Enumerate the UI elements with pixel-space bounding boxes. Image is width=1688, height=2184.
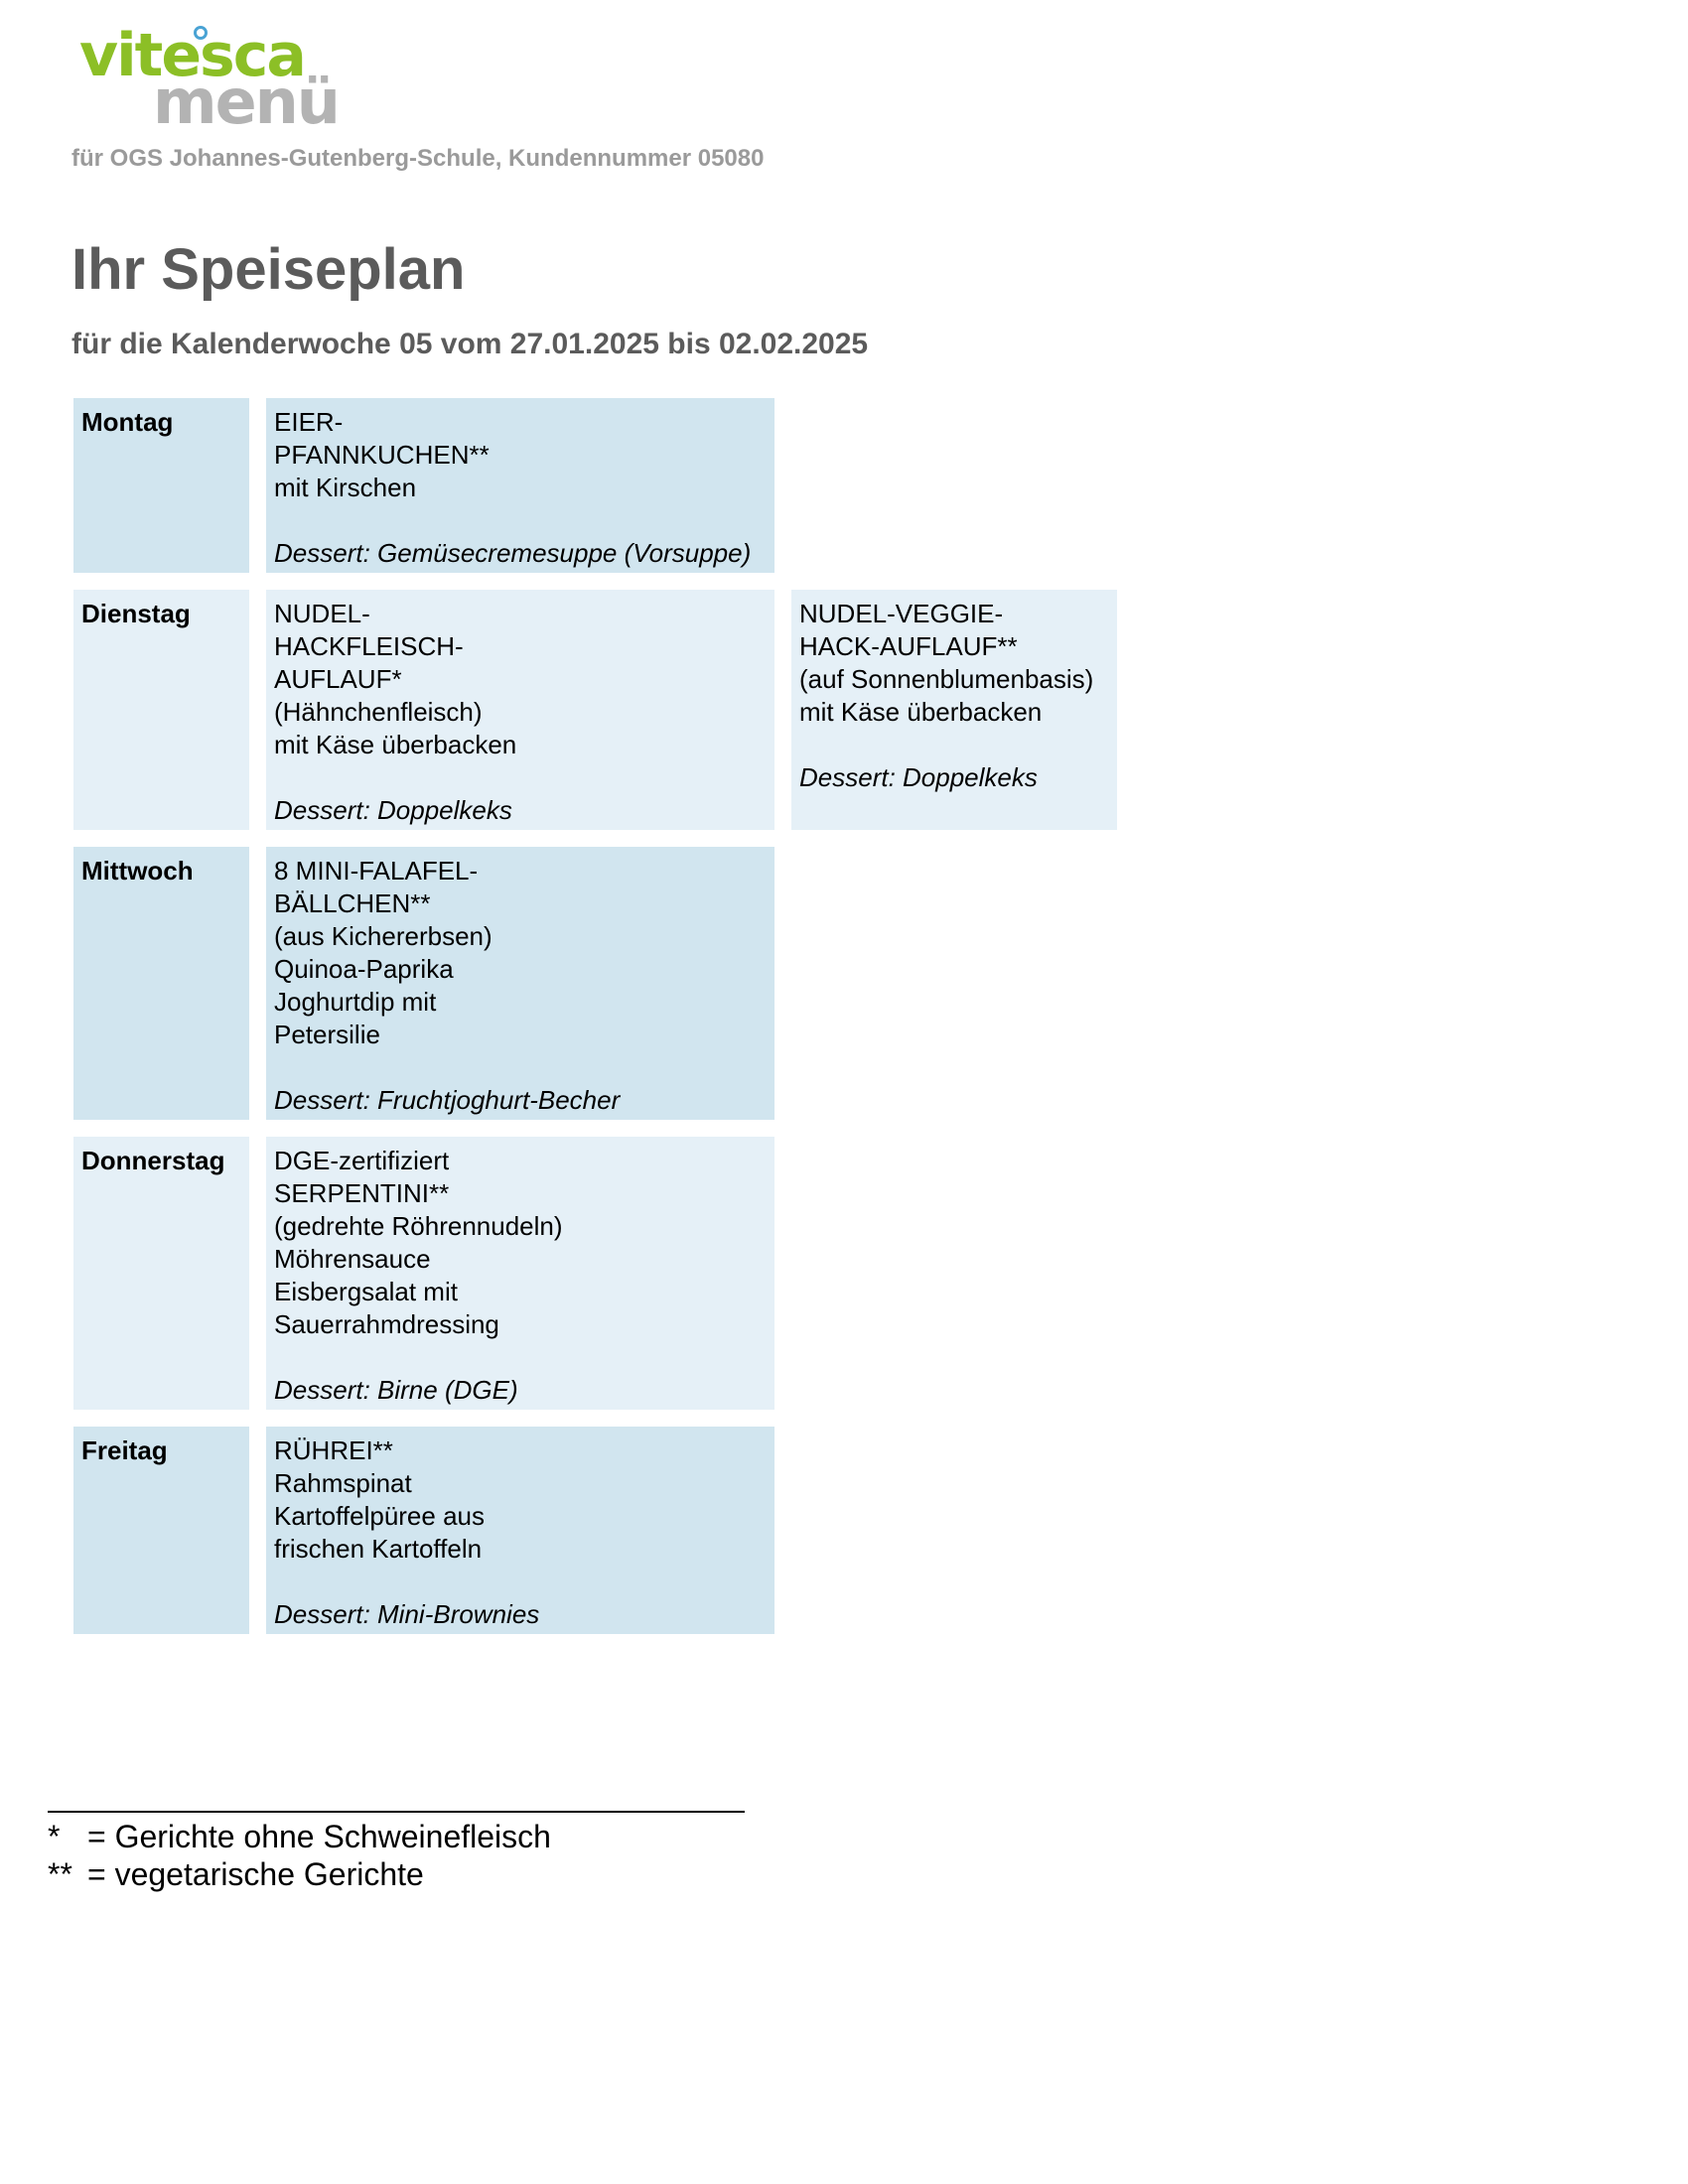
meal-line: HACK-AUFLAUF**: [799, 631, 1018, 661]
legend-divider: [48, 1811, 745, 1813]
legend-item: [48, 1856, 424, 1893]
meal-line: mit Käse überbacken: [799, 697, 1043, 727]
meal-line: AUFLAUF*: [274, 664, 402, 694]
meal-line: Petersilie: [274, 1020, 380, 1049]
meal-line: (aus Kichererbsen): [274, 921, 492, 951]
meal-line: (auf Sonnenblumenbasis): [799, 664, 1094, 694]
meal-line: mit Käse überbacken: [274, 730, 517, 759]
vitesca-menu-logo: [77, 21, 339, 138]
meal-line: DGE-zertifiziert: [274, 1146, 450, 1175]
meal-line: 8 MINI-FALAFEL-: [274, 856, 479, 886]
meal-line: mit Kirschen: [274, 473, 417, 502]
meal-line: HACKFLEISCH-: [274, 631, 464, 661]
day-label-montag: Montag: [73, 398, 249, 573]
legend-text: = Gerichte ohne Schweinefleisch: [87, 1819, 551, 1854]
logo-ring-icon: [194, 26, 208, 40]
meal-line: PFANNKUCHEN**: [274, 440, 490, 470]
dessert-line: Dessert: Gemüsecremesuppe (Vorsuppe): [274, 538, 752, 568]
meal-line: EIER-: [274, 407, 344, 437]
day-label-mittwoch: Mittwoch: [73, 847, 249, 1120]
dessert-line: Dessert: Doppelkeks: [799, 762, 1038, 792]
customer-line: für OGS Johannes-Gutenberg-Schule, Kundennummer 05080: [71, 145, 765, 172]
meal-cell-alternative: [791, 590, 1117, 830]
page-title: Ihr Speiseplan: [71, 237, 466, 302]
meal-line: Joghurtdip mit: [274, 987, 437, 1017]
meal-cell: [266, 847, 774, 1120]
meal-cell: [266, 1137, 774, 1410]
meal-line: Sauerrahmdressing: [274, 1309, 499, 1339]
legend-text: = vegetarische Gerichte: [87, 1856, 424, 1892]
meal-line: frischen Kartoffeln: [274, 1534, 483, 1564]
meal-cell: [266, 398, 774, 573]
legend-symbol: **: [48, 1856, 72, 1892]
meal-line: Kartoffelpüree aus: [274, 1501, 485, 1531]
meal-line: NUDEL-VEGGIE-: [799, 599, 1004, 628]
legend-item: [48, 1819, 551, 1855]
meal-cell: [266, 590, 774, 830]
day-label-dienstag: Dienstag: [73, 590, 249, 830]
dessert-line: Dessert: Birne (DGE): [274, 1375, 518, 1405]
meal-line: Möhrensauce: [274, 1244, 431, 1274]
dessert-line: Dessert: Doppelkeks: [274, 795, 512, 825]
day-label-freitag: Freitag: [73, 1427, 249, 1634]
meal-line: RÜHREI**: [274, 1435, 393, 1465]
meal-line: Eisbergsalat mit: [274, 1277, 458, 1306]
meal-line: NUDEL-: [274, 599, 370, 628]
meal-line: BÄLLCHEN**: [274, 888, 431, 918]
dessert-line: Dessert: Fruchtjoghurt-Becher: [274, 1085, 621, 1115]
logo-text-menu: menü: [153, 66, 339, 138]
meal-line: SERPENTINI**: [274, 1178, 450, 1208]
meal-line: Rahmspinat: [274, 1468, 412, 1498]
logo-text-vitesca: vitesca: [79, 21, 305, 90]
dessert-line: Dessert: Mini-Brownies: [274, 1599, 540, 1629]
week-subtitle: für die Kalenderwoche 05 vom 27.01.2025 bis 02.02.2025: [71, 328, 869, 360]
meal-line: (Hähnchenfleisch): [274, 697, 483, 727]
day-label-donnerstag: Donnerstag: [73, 1137, 249, 1410]
legend-symbol: *: [48, 1819, 61, 1854]
meal-line: Quinoa-Paprika: [274, 954, 454, 984]
meal-cell: [266, 1427, 774, 1634]
meal-line: (gedrehte Röhrennudeln): [274, 1211, 563, 1241]
